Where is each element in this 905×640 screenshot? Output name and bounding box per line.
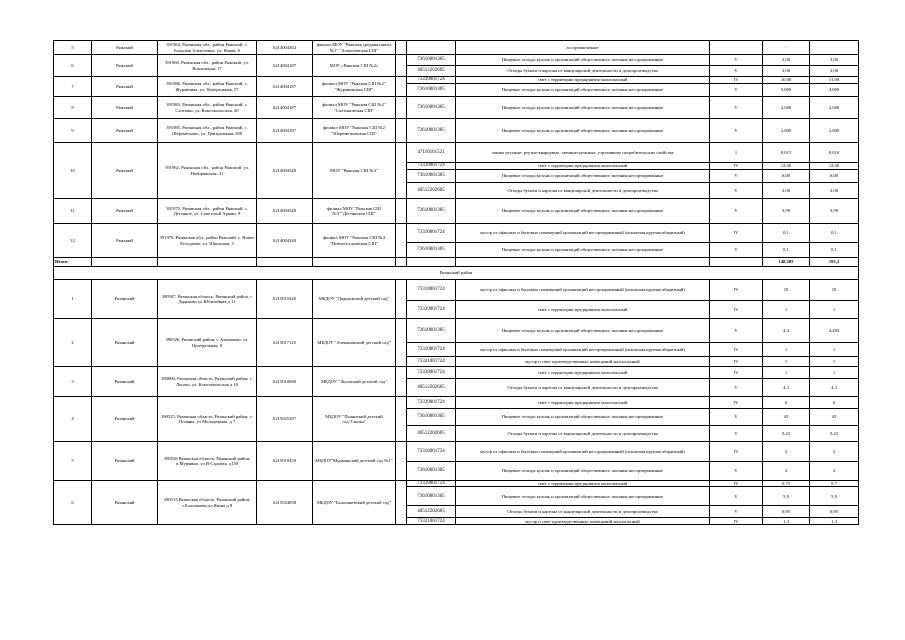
inn: 6215017125 <box>257 319 313 367</box>
hazard-class: V <box>710 243 763 258</box>
hazard-class: V <box>710 409 763 426</box>
organization: филиал МОУ "Ряжская средняя школа №1" "Алексеевская СШ" <box>313 41 396 55</box>
row-number: 5 <box>54 41 92 55</box>
quantity-1: 12,00 <box>763 163 810 170</box>
waste-name: мусор от офисных и бытовых помещений организаций несортированный (исключая крупногабаритный) <box>456 224 710 243</box>
spacer-cell <box>396 119 407 143</box>
quantity-1: 10,00 <box>763 77 810 84</box>
hazard-class: V <box>710 183 763 199</box>
spacer-cell <box>396 77 407 97</box>
table-row <box>54 224 859 243</box>
spacer-cell <box>396 367 407 397</box>
waste-name: Пищевые отходы кухонь и организаций общественного питания несортированные <box>456 319 710 343</box>
address: 390526, Рязанский район, с Алеканово, ул. Центральная, 8 <box>158 319 257 367</box>
fkko-code <box>407 41 456 55</box>
quantity-1: 4,4 <box>763 319 810 343</box>
inn: 6214004187 <box>257 97 313 119</box>
waste-name: лампы ртутные, ртутно-кварцевые, люминесцентные, утратившие потребительские свойства <box>456 143 710 163</box>
fkko-code: 73339001724 <box>407 163 456 170</box>
hazard-class: IV <box>710 301 763 319</box>
quantity-1: 0,75 <box>763 481 810 487</box>
spacer-cell <box>396 97 407 119</box>
hazard-class: V <box>710 55 763 66</box>
fkko-code: 73310001724 <box>407 343 456 357</box>
hazard-class: V <box>710 426 763 442</box>
district: Ряжский <box>92 97 158 119</box>
quantity-1: 0,25 <box>763 426 810 442</box>
spacer-cell <box>396 280 407 319</box>
quantity-1: 2 <box>763 442 810 462</box>
row-number: 11 <box>54 199 92 224</box>
hazard-class: IV <box>710 367 763 379</box>
hazard-class: V <box>710 170 763 183</box>
fkko-code: 40512202605 <box>407 426 456 442</box>
fkko-code: 73610001305 <box>407 170 456 183</box>
fkko-code: 73310001724 <box>407 442 456 462</box>
quantity-1: 5,9 <box>763 487 810 506</box>
quantity-1: 3,99 <box>763 199 810 224</box>
inn: 6215025207 <box>257 397 313 442</box>
quantity-1: 10 <box>763 280 810 301</box>
spacer-cell <box>396 224 407 258</box>
table-row <box>54 367 859 379</box>
spacer-cell <box>396 199 407 224</box>
quantity-2: 4,405 <box>810 319 859 343</box>
quantity-1: 0,1 <box>763 243 810 258</box>
hazard-class: V <box>710 84 763 97</box>
fkko-code: 73321001724 <box>407 518 456 525</box>
quantity-2: 0,25 <box>810 426 859 442</box>
quantity-2: 2 <box>810 462 859 481</box>
quantity-1: 1 <box>763 357 810 367</box>
waste-name: Пищевые отходы кухонь и организаций общественного питания несортированные <box>456 55 710 66</box>
document-page <box>53 40 858 525</box>
district: Ряжский <box>92 199 158 224</box>
address: 391985, Рязанская обл., район Ряжский, с. Шереметьево, ул. Центральная, 108 <box>158 119 257 143</box>
quantity-2: 5,9 <box>810 487 859 506</box>
fkko-code: 40512202605 <box>407 66 456 77</box>
address: 391976, Рязанская обл., район Ряжский, с. Новое Еголдаево, ул. Школьная, 3 <box>158 224 257 258</box>
hazard-class: IV <box>710 343 763 357</box>
district: Ряжский <box>92 224 158 258</box>
table-body-ryazhsky <box>54 41 859 258</box>
quantity-1: 4,3 <box>763 379 810 397</box>
address: 390513,Рязанская область, Рязанский район, с.Болошнево,ул.Якова д 8 <box>158 481 257 525</box>
quantity-2: 2,000 <box>810 97 859 119</box>
hazard-class: V <box>710 487 763 506</box>
quantity-1: 1 <box>763 367 810 379</box>
quantity-1: 45 <box>763 409 810 426</box>
organization: МБДОУ "Дядьковский детский сад" <box>313 280 396 319</box>
quantity-1: 5,000 <box>763 84 810 97</box>
hazard-class: IV <box>710 224 763 243</box>
quantity-2: 0,95 <box>810 506 859 518</box>
waste-name: мусор и смет производственных помещений малоопасный <box>456 357 710 367</box>
quantity-1: 1 <box>763 343 810 357</box>
spacer-cell <box>396 442 407 481</box>
waste-name: Пищевые отходы кухонь и организаций общественного питания несортированные <box>456 170 710 183</box>
hazard-class: IV <box>710 77 763 84</box>
quantity-2: 2 <box>810 442 859 462</box>
quantity-2: 1 <box>810 301 859 319</box>
organization: МБДОУ "Льговский детский сад" <box>313 367 396 397</box>
quantity-2: 2,00 <box>810 183 859 199</box>
address: 390528 Рязанская область, Рязанский район, п.Мурмино, ул.В-Садовая, д150 <box>158 442 257 481</box>
fkko-code: 73610001305 <box>407 119 456 143</box>
section-title: Рязанский район <box>54 267 859 280</box>
spacer-cell <box>396 143 407 199</box>
hazard-class: IV <box>710 280 763 301</box>
table-row <box>54 397 859 409</box>
hazard-class: I <box>710 143 763 163</box>
quantity-2: 10 <box>810 280 859 301</box>
quantity-1: 1 <box>763 301 810 319</box>
waste-name: смет с территории предприятия малоопасный <box>456 481 710 487</box>
fkko-code: 73339001724 <box>407 397 456 409</box>
waste-name: Пищевые отходы кухонь и организаций общественного питания несортированные <box>456 243 710 258</box>
table-row <box>54 199 859 224</box>
address: 390525, Рязанская область, Рязанский район, с. Поляны, ул Молодежная, д 7 <box>158 397 257 442</box>
waste-name: Пищевые отходы кухонь и организаций общественного питания несортированные <box>456 97 710 119</box>
table-row <box>54 77 859 84</box>
row-number: 5 <box>54 442 92 481</box>
quantity-2: 2,00 <box>810 66 859 77</box>
district: Ряжский <box>92 55 158 77</box>
quantity-1: 0,1 <box>763 224 810 243</box>
waste-table <box>53 40 859 525</box>
address: 390000, Рязанская область, Рязанский район, с. Льгово, ул. Комсомольская д 18 <box>158 367 257 397</box>
total-label: Итого: <box>54 258 92 267</box>
fkko-code: 73310001724 <box>407 280 456 301</box>
totals-section <box>54 258 859 280</box>
table-row <box>54 41 859 55</box>
waste-name: Пищевые отходы кухонь и организаций общественного питания несортированные <box>456 487 710 506</box>
quantity-2: 1 <box>810 357 859 367</box>
row-number: 10 <box>54 143 92 199</box>
hazard-class: IV <box>710 397 763 409</box>
hazard-class: IV <box>710 518 763 525</box>
fkko-code: 73339001724 <box>407 301 456 319</box>
fkko-code: 40512202605 <box>407 506 456 518</box>
waste-name: смет с территории предприятия малоопасный <box>456 301 710 319</box>
inn: 6214004363 <box>257 41 313 55</box>
inn: 6214004187 <box>257 55 313 77</box>
quantity-2: 1,3 <box>810 518 859 525</box>
district: Ряжский <box>92 143 158 199</box>
quantity-2 <box>810 41 859 55</box>
inn: 6215010426 <box>257 280 313 319</box>
quantity-1: 2,000 <box>763 119 810 143</box>
waste-name: Отходы бумаги и картона от канцелярской деятельности и делопроизводства <box>456 379 710 397</box>
hazard-class: V <box>710 462 763 481</box>
waste-name: Отходы бумаги и картона от канцелярской деятельности и делопроизводства <box>456 183 710 199</box>
quantity-1: 2,000 <box>763 97 810 119</box>
quantity-1: 0,015 <box>763 143 810 163</box>
hazard-class: V <box>710 66 763 77</box>
address: 390507, Рязанская область, Рязанский район, с Дядьково ул Юбилейная д 11 <box>158 280 257 319</box>
district: Ряжский <box>92 77 158 97</box>
table-row <box>54 55 859 66</box>
district: Ряжский <box>92 119 158 143</box>
hazard-class: V <box>710 119 763 143</box>
table-row <box>54 280 859 301</box>
row-number: 4 <box>54 397 92 442</box>
waste-name: Пищевые отходы кухонь и организаций общественного питания несортированные <box>456 409 710 426</box>
inn: 6214004340 <box>257 224 313 258</box>
fkko-code: 73339001724 <box>407 481 456 487</box>
inn: 6214004340 <box>257 199 313 224</box>
hazard-class: V <box>710 97 763 119</box>
waste-name: мусор и смет производственных помещений малоопасный <box>456 518 710 525</box>
fkko-code: 73610001305 <box>407 55 456 66</box>
organization: МОУ «Ряжская СШ №2» <box>313 55 396 77</box>
quantity-2: 11,00 <box>810 77 859 84</box>
quantity-2: 0,010 <box>810 143 859 163</box>
organization: филиал МОУ "Ряжская СШ №3""Дегтянская СШ" <box>313 199 396 224</box>
hazard-class: V <box>710 506 763 518</box>
hazard-class: IV <box>710 442 763 462</box>
row-number: 1 <box>54 280 92 319</box>
quantity-1: 2,00 <box>763 183 810 199</box>
quantity-1: 0 <box>763 397 810 409</box>
waste-name: Пищевые отходы кухонь и организаций общественного питания несортированные <box>456 462 710 481</box>
waste-name: мусор от офисных и бытовых помещений организаций несортированный (исключая крупногабаритный) <box>456 442 710 462</box>
table-row <box>54 143 859 163</box>
organization: МБДОУ "Алекановский детский сад" <box>313 319 396 367</box>
fkko-code: 73610001305 <box>407 84 456 97</box>
waste-name: смет с территории предприятия малоопасный <box>456 77 710 84</box>
table-row <box>54 442 859 462</box>
district: Рязанский <box>92 367 158 397</box>
hazard-class: V <box>710 319 763 343</box>
organization: МБДОУ "Болошневский детский сад" <box>313 481 396 525</box>
fkko-code: 73610001305 <box>407 487 456 506</box>
waste-name: Отходы бумаги и картона от канцелярской деятельности и делопроизводства <box>456 66 710 77</box>
district: Рязанский <box>92 481 158 525</box>
address: 391962, Рязанская обл., район Ряжский, ул. Новоряжская, 31 <box>158 143 257 199</box>
hazard-class: V <box>710 379 763 397</box>
quantity-2: 1 <box>810 367 859 379</box>
total-q2: 193,2 <box>810 258 859 267</box>
waste-name: смет с территории предприятия малоопасный <box>456 163 710 170</box>
spacer-cell <box>396 41 407 55</box>
fkko-code: 40512202605 <box>407 379 456 397</box>
fkko-code: 73310001724 <box>407 224 456 243</box>
organization: филиал МОУ "Ряжская СШ №2 "Шереметьевская СШ" <box>313 119 396 143</box>
fkko-code: 40512202605 <box>407 183 456 199</box>
address: 391975, Рязанская обл., район Ряжский, с. Дегтяное, ул. Советской Армии, 9 <box>158 199 257 224</box>
waste-name: смет с территории предприятия малоопасный <box>456 397 710 409</box>
fkko-code: 73610001305 <box>407 97 456 119</box>
quantity-2: 45 <box>810 409 859 426</box>
quantity-2: 1 <box>810 343 859 357</box>
waste-name: мусор от офисных и бытовых помещений организаций несортированный (исключая крупногабаритный) <box>456 343 710 357</box>
quantity-1: - <box>763 41 810 55</box>
quantity-1: 2,00 <box>763 66 810 77</box>
address: 391964, Рязанская обл., район Ряжский, с. Большая Алексеевка, ул. Новая, 6 <box>158 41 257 55</box>
fkko-code: 73610001305 <box>407 243 456 258</box>
quantity-2: 0,1 <box>810 224 859 243</box>
waste-name: ассортиментные <box>456 41 710 55</box>
hazard-class: IV <box>710 481 763 487</box>
inn: 6214004340 <box>257 143 313 199</box>
quantity-2: 12,00 <box>810 163 859 170</box>
address: 391983, Рязанская обл., район Ряжский, с. Салтыки, ул. Комсомольская, 20 <box>158 97 257 119</box>
quantity-2: 4,000 <box>810 84 859 97</box>
quantity-1: 2 <box>763 462 810 481</box>
spacer-cell <box>396 397 407 442</box>
row-number: 3 <box>54 367 92 397</box>
spacer-cell <box>396 481 407 525</box>
quantity-2: 3,00 <box>810 55 859 66</box>
district: Рязанский <box>92 397 158 442</box>
waste-name: Пищевые отходы кухонь и организаций общественного питания несортированные <box>456 199 710 224</box>
district: Рязанский <box>92 442 158 481</box>
quantity-2: 0,1 <box>810 243 859 258</box>
hazard-class: IV <box>710 357 763 367</box>
total-q1: 148,205 <box>763 258 810 267</box>
waste-name: смет с территории предприятия малоопасный <box>456 367 710 379</box>
organization: МБДОУ"Мурминский детский сад №1" <box>313 442 396 481</box>
table-row <box>54 97 859 119</box>
hazard-class <box>710 41 763 55</box>
quantity-2: 6,00 <box>810 170 859 183</box>
waste-name: Отходы бумаги и картона от канцелярской деятельности и делопроизводства <box>456 506 710 518</box>
district: Рязанский <box>92 319 158 367</box>
waste-name: Отходы бумаги и картона от канцелярской деятельности и делопроизводства <box>456 426 710 442</box>
table-row <box>54 119 859 143</box>
quantity-1: 0,95 <box>763 506 810 518</box>
fkko-code: 47110101521 <box>407 143 456 163</box>
inn: 6214004187 <box>257 77 313 97</box>
organization: МБДОУ "Полянский детский сад"Сказка" <box>313 397 396 442</box>
row-number: 6 <box>54 481 92 525</box>
waste-name: мусор от офисных и бытовых помещений организаций несортированный (исключая крупногабаритный) <box>456 280 710 301</box>
organization: филиал МОУ "Ряжская СШ №2" "Салтыковская СШ" <box>313 97 396 119</box>
quantity-2: 3,99 <box>810 199 859 224</box>
organization: МОУ "Ряжская СШ №3" <box>313 143 396 199</box>
organization: филиал МОУ "Ряжская СШ №2" "Журавинская СШ" <box>313 77 396 97</box>
waste-name: Пищевые отходы кухонь и организаций общественного питания несортированные <box>456 84 710 97</box>
fkko-code: 73339001724 <box>407 367 456 379</box>
inn: 6214004187 <box>257 119 313 143</box>
inn: 6215010450 <box>257 442 313 481</box>
quantity-2: 2,000 <box>810 119 859 143</box>
organization: филиал МОУ "Ряжская СШ №4 "Новоеголдаевская СШ" <box>313 224 396 258</box>
quantity-2: 0 <box>810 397 859 409</box>
fkko-code: 73610001305 <box>407 409 456 426</box>
district: Рязанский <box>92 280 158 319</box>
row-number: 7 <box>54 77 92 97</box>
row-number: 6 <box>54 55 92 77</box>
inn: 6215024838 <box>257 481 313 525</box>
row-number: 12 <box>54 224 92 258</box>
address: 391960, Рязанская обл., район Ряжский, ул. Вокзальная, 17 <box>158 55 257 77</box>
district: Ряжский <box>92 41 158 55</box>
fkko-code: 73610001305 <box>407 319 456 343</box>
row-number: 2 <box>54 319 92 367</box>
inn: 6215010600 <box>257 367 313 397</box>
hazard-class: V <box>710 199 763 224</box>
fkko-code: 73339001724 <box>407 77 456 84</box>
fkko-code: 73610001305 <box>407 462 456 481</box>
address: 391986, Рязанская обл., район Ряжский, с. Журавинка, ул. Центральная, 57 <box>158 77 257 97</box>
fkko-code: 73610001305 <box>407 199 456 224</box>
quantity-2: 0,7 <box>810 481 859 487</box>
spacer-cell <box>396 55 407 77</box>
table-body-ryazansky <box>54 280 859 525</box>
row-number: 8 <box>54 97 92 119</box>
quantity-1: 1,3 <box>763 518 810 525</box>
spacer-cell <box>396 319 407 367</box>
waste-name: Пищевые отходы кухонь и организаций общественного питания несортированные <box>456 119 710 143</box>
fkko-code: 73321001724 <box>407 357 456 367</box>
row-number: 9 <box>54 119 92 143</box>
quantity-1: 2,00 <box>763 55 810 66</box>
quantity-1: 6,00 <box>763 170 810 183</box>
quantity-2: 4,3 <box>810 379 859 397</box>
table-row <box>54 319 859 343</box>
hazard-class: IV <box>710 163 763 170</box>
